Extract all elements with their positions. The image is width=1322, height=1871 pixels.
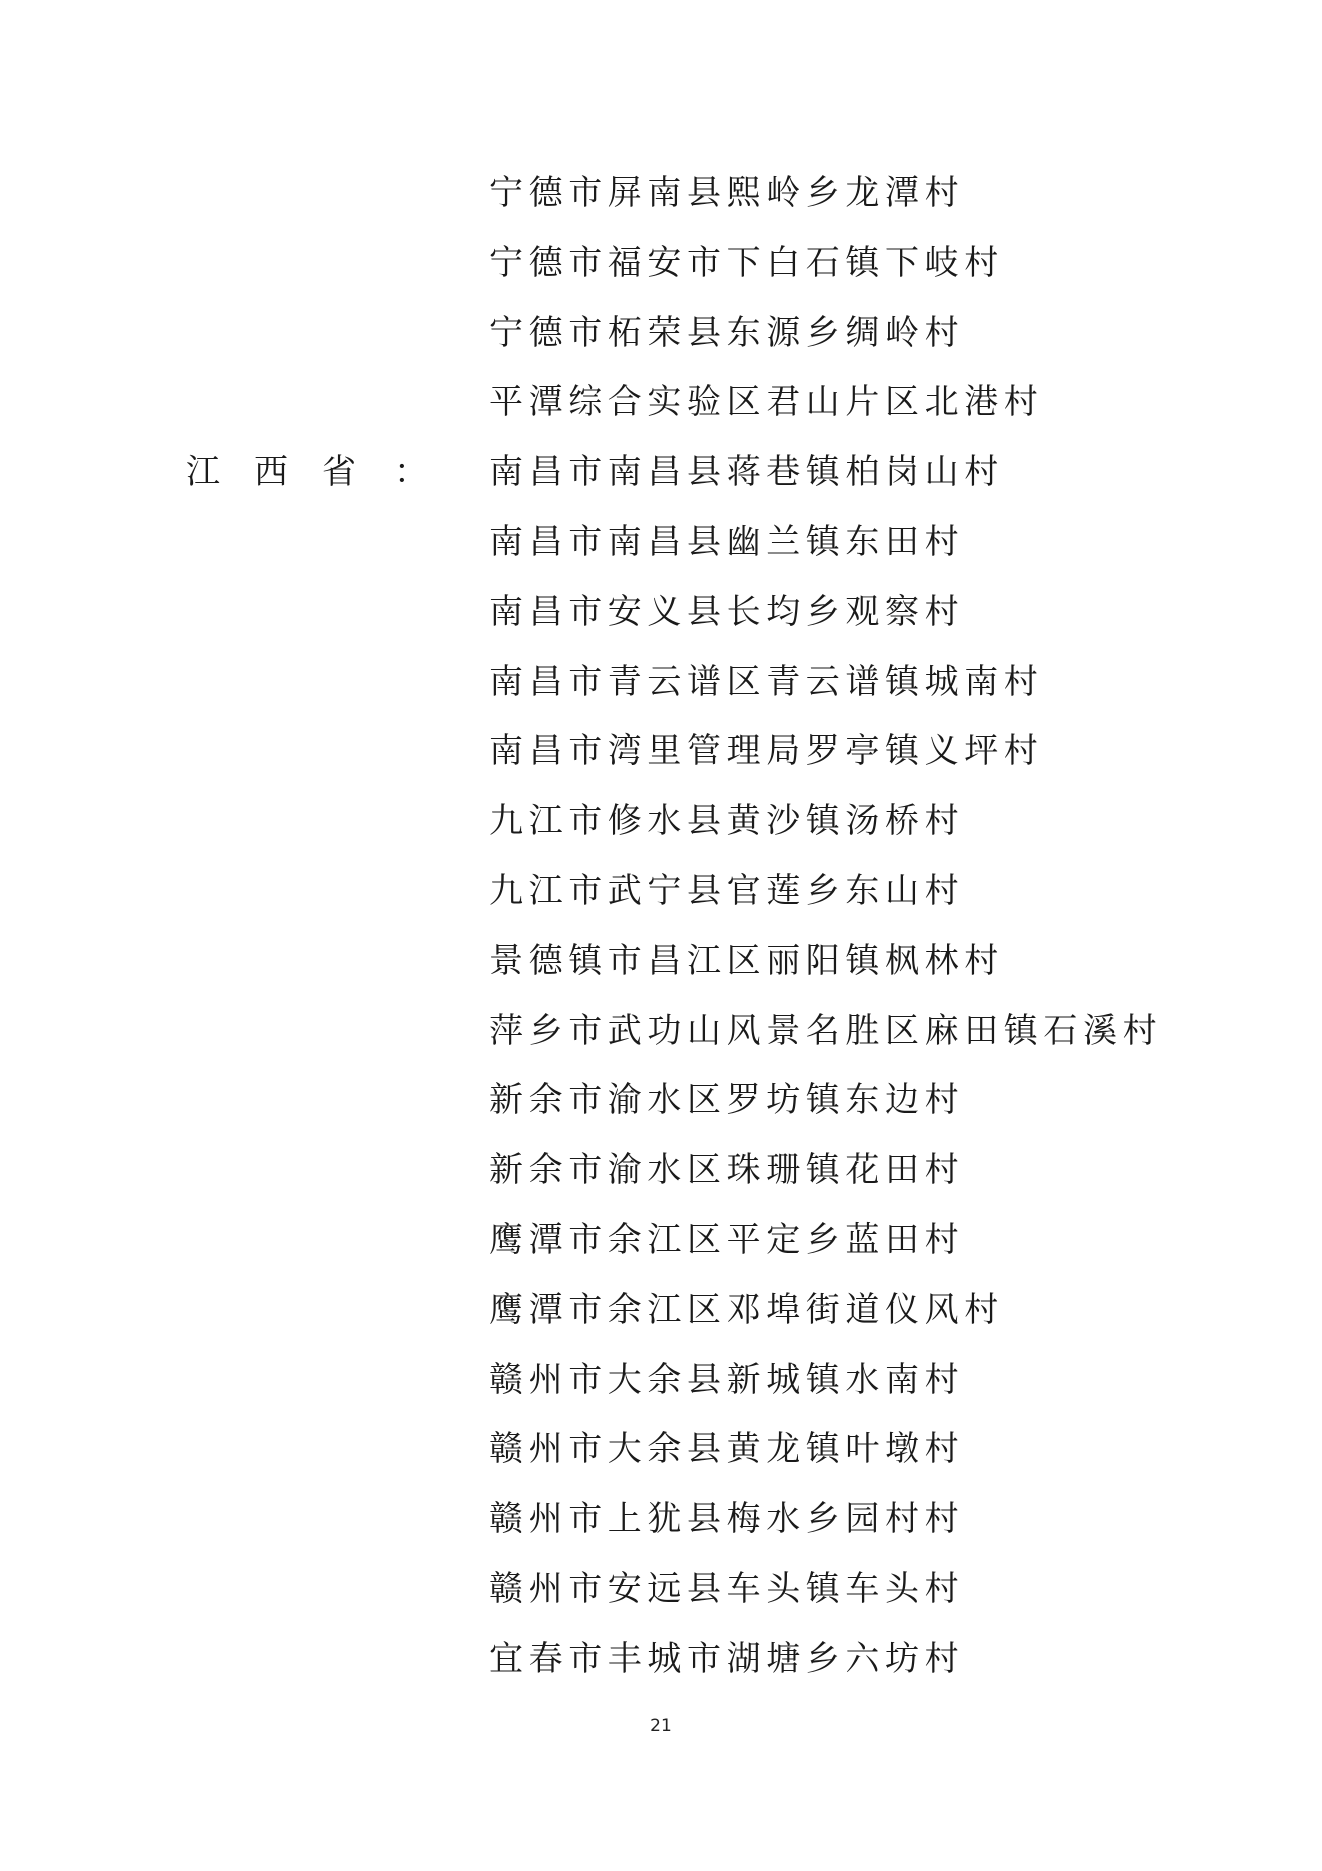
list-item: 宁德市屏南县熙岭乡龙潭村 <box>489 173 965 213</box>
list-item: 南昌市南昌县幽兰镇东田村 <box>489 521 965 562</box>
list-item: 赣州市上犹县梅水乡园村村 <box>489 1499 965 1540</box>
list-item: 鹰潭市余江区邓埠街道仪风村 <box>489 1289 1004 1330</box>
province-name: 江西省 <box>186 452 390 492</box>
list-item: 南昌市南昌县蒋巷镇柏岗山村 <box>489 452 1004 493</box>
list-item: 平潭综合实验区君山片区北港村 <box>489 382 1044 423</box>
list-item: 宁德市柘荣县东源乡绸岭村 <box>489 312 965 353</box>
province-colon: ： <box>394 452 428 492</box>
list-item: 九江市武宁县官莲乡东山村 <box>489 870 965 911</box>
list-item: 赣州市大余县黄龙镇叶墩村 <box>489 1429 965 1470</box>
list-item: 新余市渝水区罗坊镇东边村 <box>489 1080 965 1121</box>
list-item: 景德镇市昌江区丽阳镇枫林村 <box>489 940 1004 981</box>
list-item: 赣州市大余县新城镇水南村 <box>489 1359 965 1400</box>
list-item: 赣州市安远县车头镇车头村 <box>489 1568 965 1609</box>
list-item: 南昌市安义县长均乡观察村 <box>489 591 965 632</box>
list-item: 宜春市丰城市湖塘乡六坊村 <box>489 1638 965 1679</box>
village-list <box>489 168 1162 1704</box>
list-item: 宁德市福安市下白石镇下岐村 <box>489 242 1004 283</box>
list-item: 南昌市湾里管理局罗亭镇义坪村 <box>489 731 1044 772</box>
province-label <box>186 447 428 497</box>
page-number: 21 <box>650 1716 672 1736</box>
list-item: 九江市修水县黄沙镇汤桥村 <box>489 801 965 842</box>
list-item: 鹰潭市余江区平定乡蓝田村 <box>489 1219 965 1260</box>
list-item: 新余市渝水区珠珊镇花田村 <box>489 1150 965 1191</box>
list-item: 南昌市青云谱区青云谱镇城南村 <box>489 661 1044 702</box>
list-item: 萍乡市武功山风景名胜区麻田镇石溪村 <box>489 1010 1163 1051</box>
